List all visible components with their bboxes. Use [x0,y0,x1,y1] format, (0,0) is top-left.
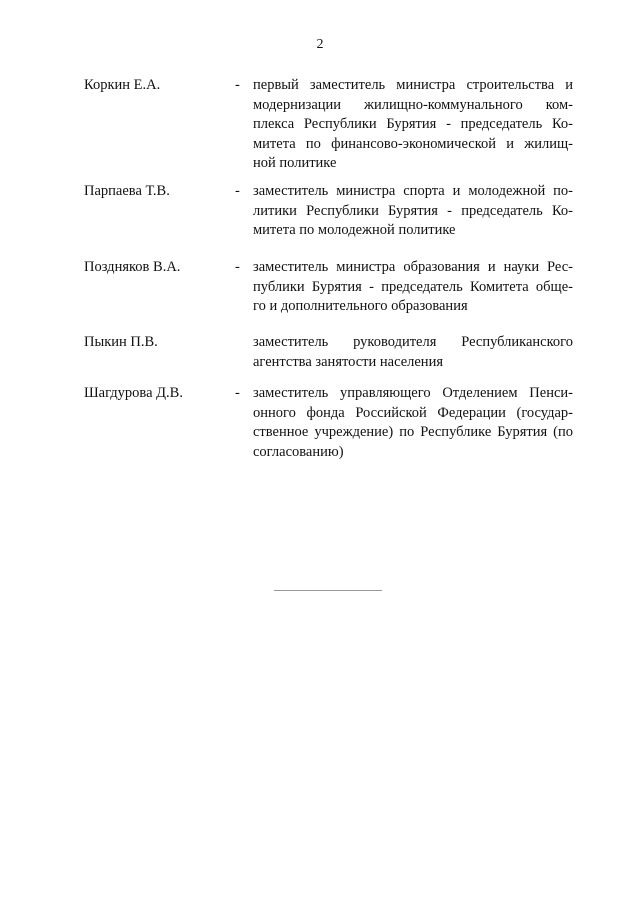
position-line: заместитель министра спорта и молодежной по- [253,183,573,199]
position-line: публики Бурятия - председатель Комитета обще- [253,278,573,295]
position-line: плекса Республики Бурятия - председатель Ко- [253,116,573,132]
member-position [253,384,573,462]
entry-dash: - [235,385,240,401]
position-line: литики Республики Бурятия - председатель Ко- [253,202,573,219]
position-line: заместитель управляющего Отделением Пенси- [253,385,573,401]
end-rule [274,590,382,591]
member-name: Парпаева Т.В. [84,183,170,199]
member-name: Пыкин П.В. [84,334,158,350]
member-position [253,182,573,241]
position-line: модернизации жилищно-коммунального ком- [253,96,573,113]
member-name: Поздняков В.А. [84,259,181,275]
position-line: агентства занятости населения [253,353,444,370]
position-line: онного фонда Российской Федерации (государ- [253,404,573,421]
member-name: Шагдурова Д.В. [84,385,183,401]
position-line: заместитель министра образования и науки Рес- [253,259,573,275]
position-line: митета по молодежной политике [253,222,456,238]
position-line: первый заместитель министра строительства и [253,77,573,93]
member-position [253,333,573,372]
position-line: митета по финансово-экономической и жилищ- [253,135,573,152]
position-line: го и дополнительного образования [253,298,468,314]
position-line: ной политике [253,155,337,171]
position-line: ственное учреждение) по Республике Бурятия (по [253,424,573,440]
member-name: Коркин Е.А. [84,77,161,93]
member-position [253,258,573,317]
page-number: 2 [316,37,324,52]
position-line: заместитель руководителя Республиканского [253,334,573,350]
member-position [253,76,573,174]
entry-dash: - [235,259,240,275]
entry-dash: - [235,77,240,93]
position-line: согласованию) [253,443,344,460]
entry-dash: - [235,183,240,199]
